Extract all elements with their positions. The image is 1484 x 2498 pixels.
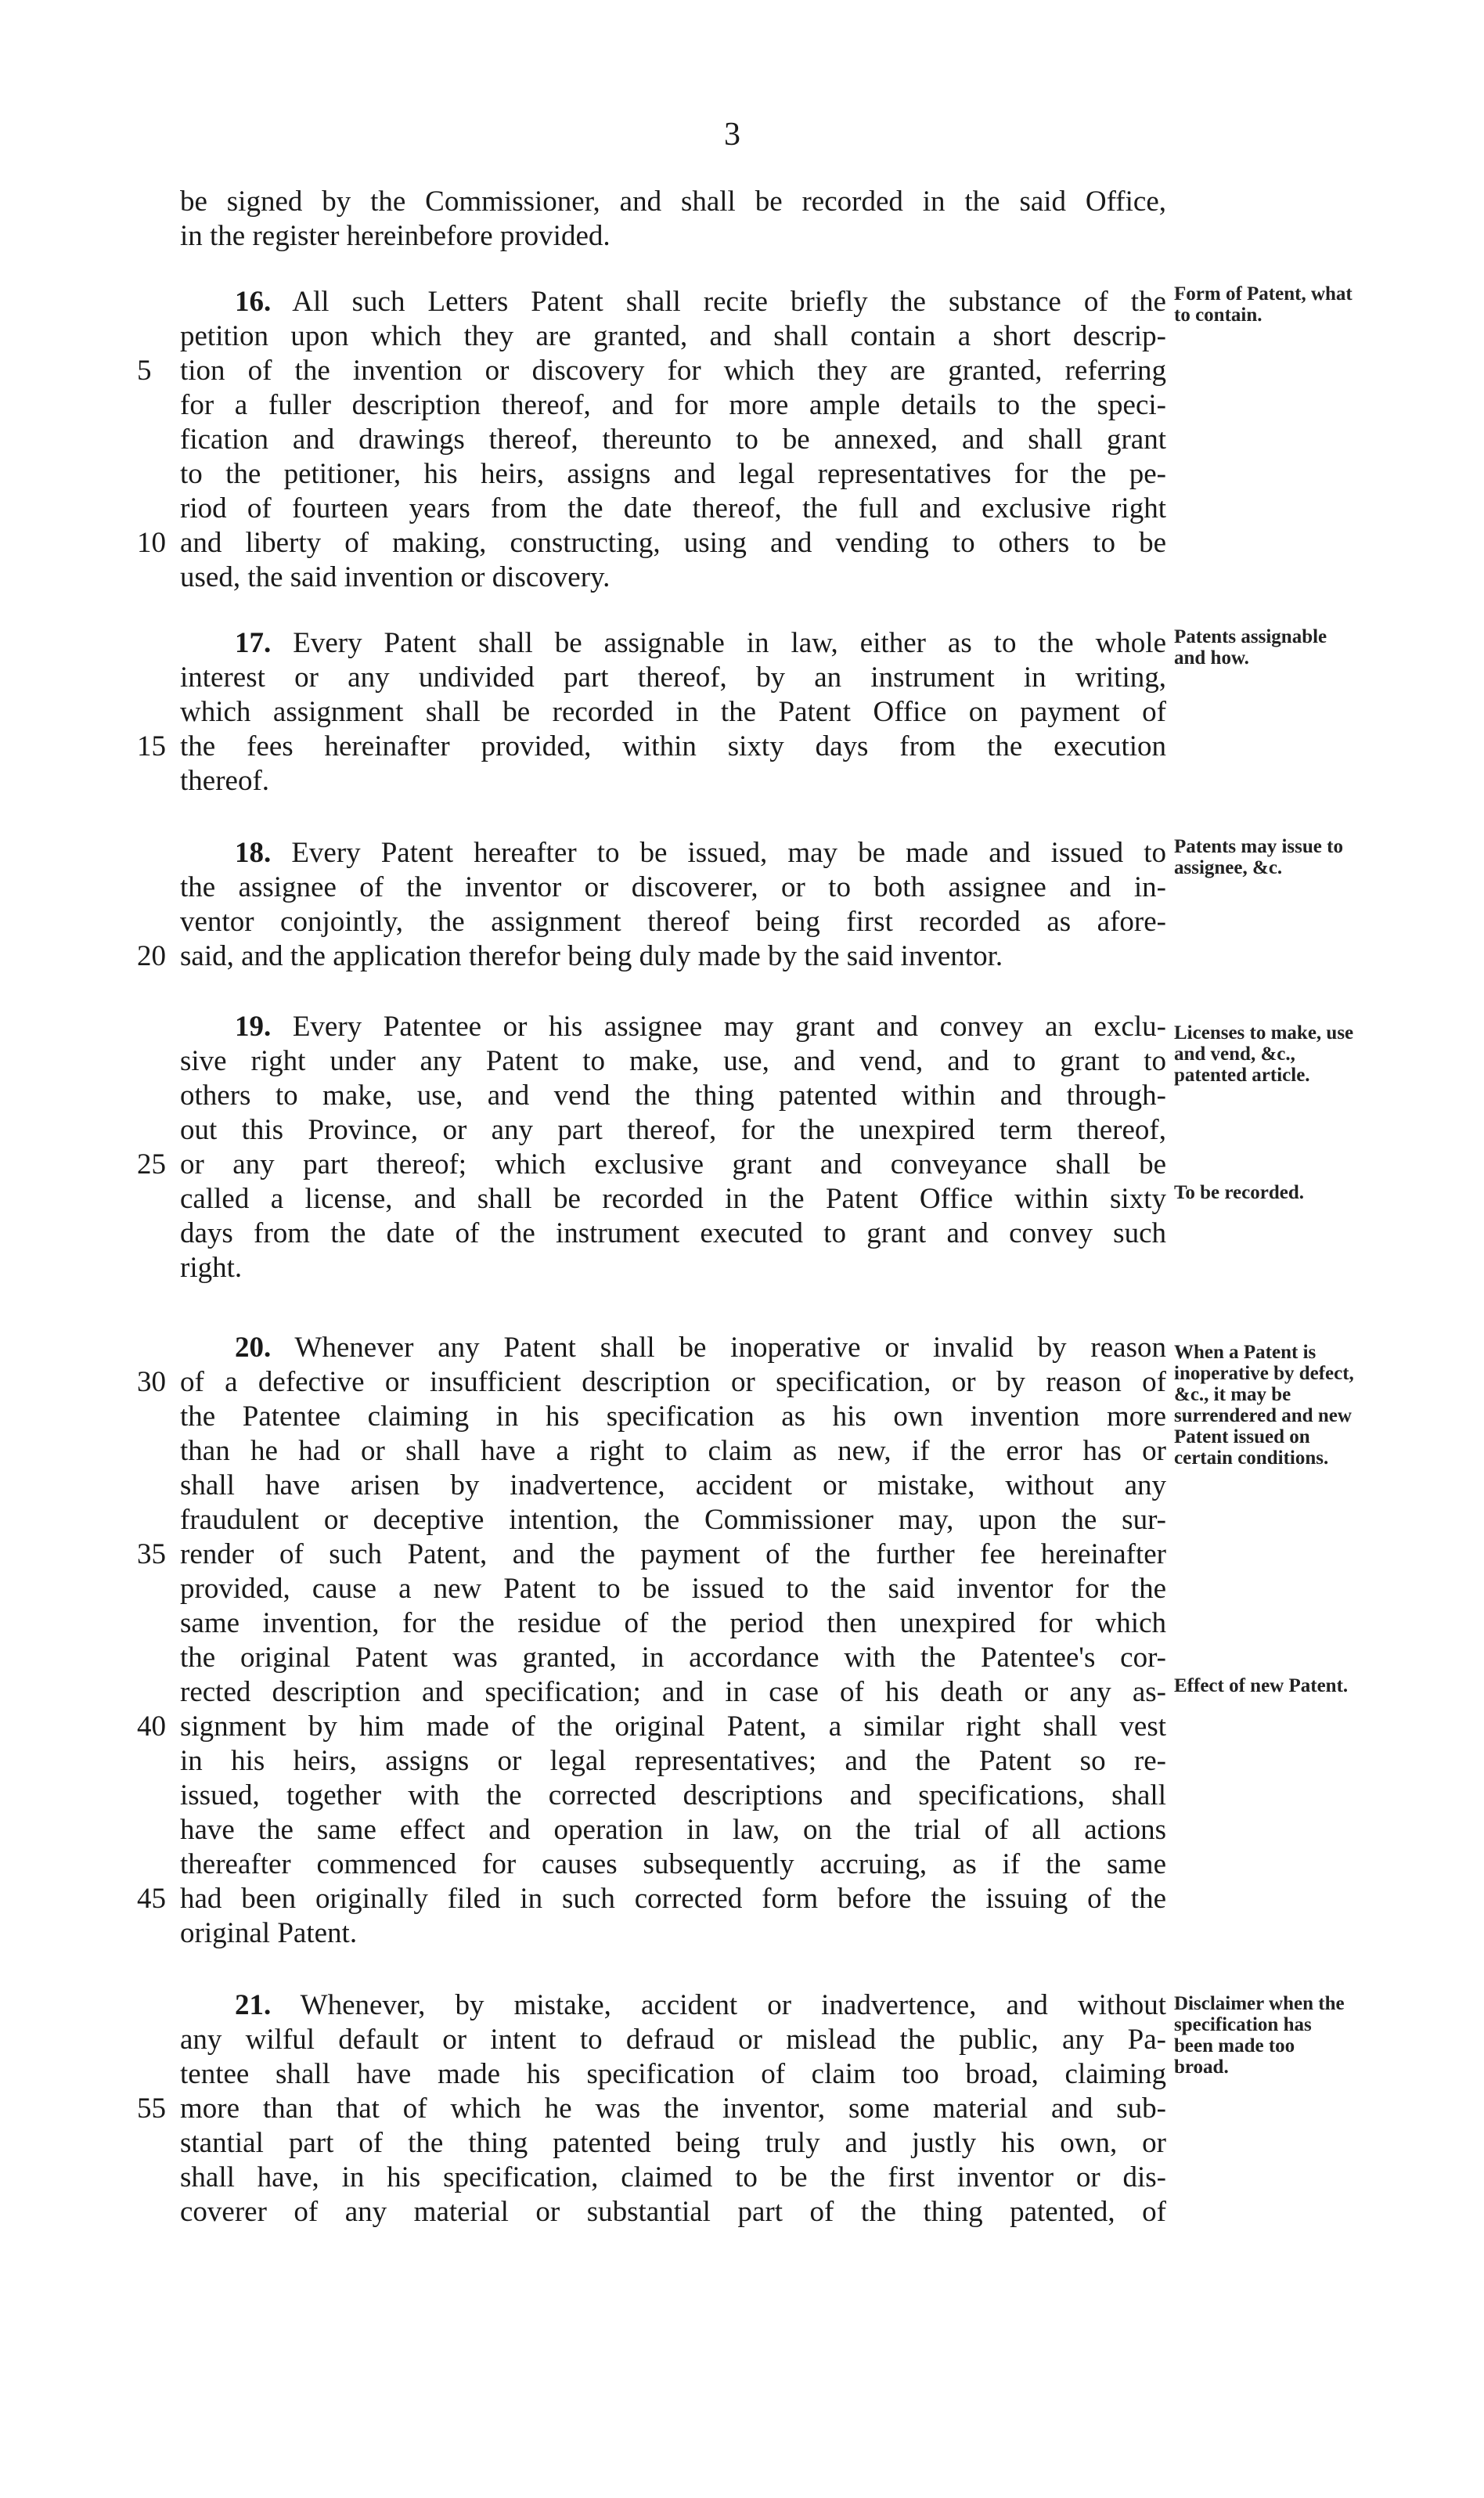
text-line: rected description and specification; and in case of his death or any as- [180,1676,1166,1708]
text-line: 18. Every Patent hereafter to be issued, may be made and issued to [235,837,1166,869]
text-line: coverer of any material or substantial part of the thing patented, of [180,2196,1166,2228]
text-line: which assignment shall be recorded in the Patent Office on payment of [180,696,1166,728]
text-line: in his heirs, assigns or legal representatives; and the Patent so re- [180,1745,1166,1777]
text-line: thereof. [180,765,270,797]
text-line: the assignee of the inventor or discoverer, or to both assignee and in- [180,871,1166,903]
text-line: 17. Every Patent shall be assignable in law, either as to the whole [235,627,1166,659]
text-line: fication and drawings thereof, thereunto to be annexed, and shall grant [180,424,1166,456]
text-line: called a license, and shall be recorded in the Patent Office within sixty [180,1183,1166,1215]
text-line: right. [180,1252,243,1284]
text-line: render of such Patent, and the payment of the further fee hereinafter [180,1538,1166,1570]
text-line: the original Patent was granted, in accordance with the Patentee's cor- [180,1642,1166,1674]
margin-note-licenses: Licenses to make, use and vend, &c., patented article. [1174,1022,1354,1086]
text-line: said, and the application therefor being duly made by the said inventor. [180,940,1003,972]
text-line: others to make, use, and vend the thing patented within and through- [180,1080,1166,1112]
text-line: and liberty of making, constructing, using and vending to others to be [180,527,1166,559]
line-number: 15 [137,730,166,762]
text-line: the Patentee claiming in his specification as his own invention more [180,1400,1166,1433]
text-line: be signed by the Commissioner, and shall be recorded in the said Office, [180,186,1166,218]
text-line: interest or any undivided part thereof, by an instrument in writing, [180,661,1166,694]
line-number: 5 [137,355,152,387]
text-line: for a fuller description thereof, and for more ample details to the speci- [180,389,1166,421]
section-number: 18. [235,837,272,869]
text-line: 21. Whenever, by mistake, accident or inadvertence, and without [235,1989,1166,2021]
text-line: provided, cause a new Patent to be issued to the said inventor for the [180,1573,1166,1605]
section-number: 20. [235,1332,272,1364]
text-line: sive right under any Patent to make, use, and vend, and to grant to [180,1045,1166,1077]
line-number: 45 [137,1883,166,1915]
margin-note-form-of-patent: Form of Patent, what to contain. [1174,283,1353,326]
line-number: 20 [137,940,166,972]
margin-note-inoperative: When a Patent is inoperative by defect, &c., it may be surrendered and new Patent issued on certain conditions. [1174,1342,1354,1469]
text-line: out this Province, or any part thereof, for the unexpired term thereof, [180,1114,1166,1146]
text-line: have the same effect and operation in law, on the trial of all actions [180,1814,1166,1846]
text-line: fraudulent or deceptive intention, the Commissioner may, upon the sur- [180,1504,1166,1536]
line-number: 40 [137,1710,166,1743]
text-line: to the petitioner, his heirs, assigns and legal representatives for the pe- [180,458,1166,490]
line-number: 35 [137,1538,166,1570]
text-line: signment by him made of the original Patent, a similar right shall vest [180,1710,1166,1743]
margin-note-assignable: Patents assignable and how. [1174,626,1327,669]
text-line: shall have, in his specification, claimed to be the first inventor or dis- [180,2161,1166,2193]
line-number: 25 [137,1148,166,1181]
text-line: shall have arisen by inadvertence, accident or mistake, without any [180,1469,1166,1501]
text-line: thereafter commenced for causes subsequently accruing, as if the same [180,1848,1166,1880]
text-line: tentee shall have made his specification of claim too broad, claiming [180,2058,1166,2090]
line-number: 30 [137,1366,166,1398]
text-line: any wilful default or intent to defraud or mislead the public, any Pa- [180,2024,1166,2056]
text-line: tion of the invention or discovery for which they are granted, referring [180,355,1166,387]
line-number: 55 [137,2092,166,2125]
text-line: original Patent. [180,1917,358,1949]
text-line: petition upon which they are granted, and shall contain a short descrip- [180,320,1166,352]
text-line: than he had or shall have a right to claim as new, if the error has or [180,1435,1166,1467]
section-number: 21. [235,1989,272,2021]
text-line: of a defective or insufficient description or specification, or by reason of [180,1366,1166,1398]
text-line: more than that of which he was the inventor, some material and sub- [180,2092,1166,2125]
text-line: riod of fourteen years from the date thereof, the full and exclusive right [180,492,1166,524]
text-line: stantial part of the thing patented being truly and justly his own, or [180,2127,1166,2159]
text-line: the fees hereinafter provided, within sixty days from the execution [180,730,1166,762]
margin-note-issue-to-assignee: Patents may issue to assignee, &c. [1174,836,1343,878]
margin-note-disclaimer: Disclaimer when the specification has been made too broad. [1174,1993,1345,2078]
text-line: same invention, for the residue of the period then unexpired for which [180,1607,1166,1639]
text-line: 19. Every Patentee or his assignee may grant and convey an exclu- [235,1011,1166,1043]
text-line: in the register hereinbefore provided. [180,220,611,252]
page-number: 3 [724,117,740,153]
text-line: used, the said invention or discovery. [180,561,611,593]
margin-note-recorded: To be recorded. [1174,1182,1304,1203]
margin-note-effect-new-patent: Effect of new Patent. [1174,1675,1349,1696]
section-number: 16. [235,286,272,318]
section-number: 19. [235,1011,272,1043]
text-line: issued, together with the corrected descriptions and specifications, shall [180,1779,1166,1811]
text-line: days from the date of the instrument executed to grant and convey such [180,1217,1166,1249]
text-line: had been originally filed in such corrected form before the issuing of the [180,1883,1166,1915]
section-number: 17. [235,627,272,659]
text-line: 20. Whenever any Patent shall be inoperative or invalid by reason [235,1332,1166,1364]
text-line: 16. All such Letters Patent shall recite briefly the substance of the [235,286,1166,318]
text-line: or any part thereof; which exclusive grant and conveyance shall be [180,1148,1166,1181]
text-line: ventor conjointly, the assignment thereof being first recorded as afore- [180,906,1166,938]
line-number: 10 [137,527,166,559]
